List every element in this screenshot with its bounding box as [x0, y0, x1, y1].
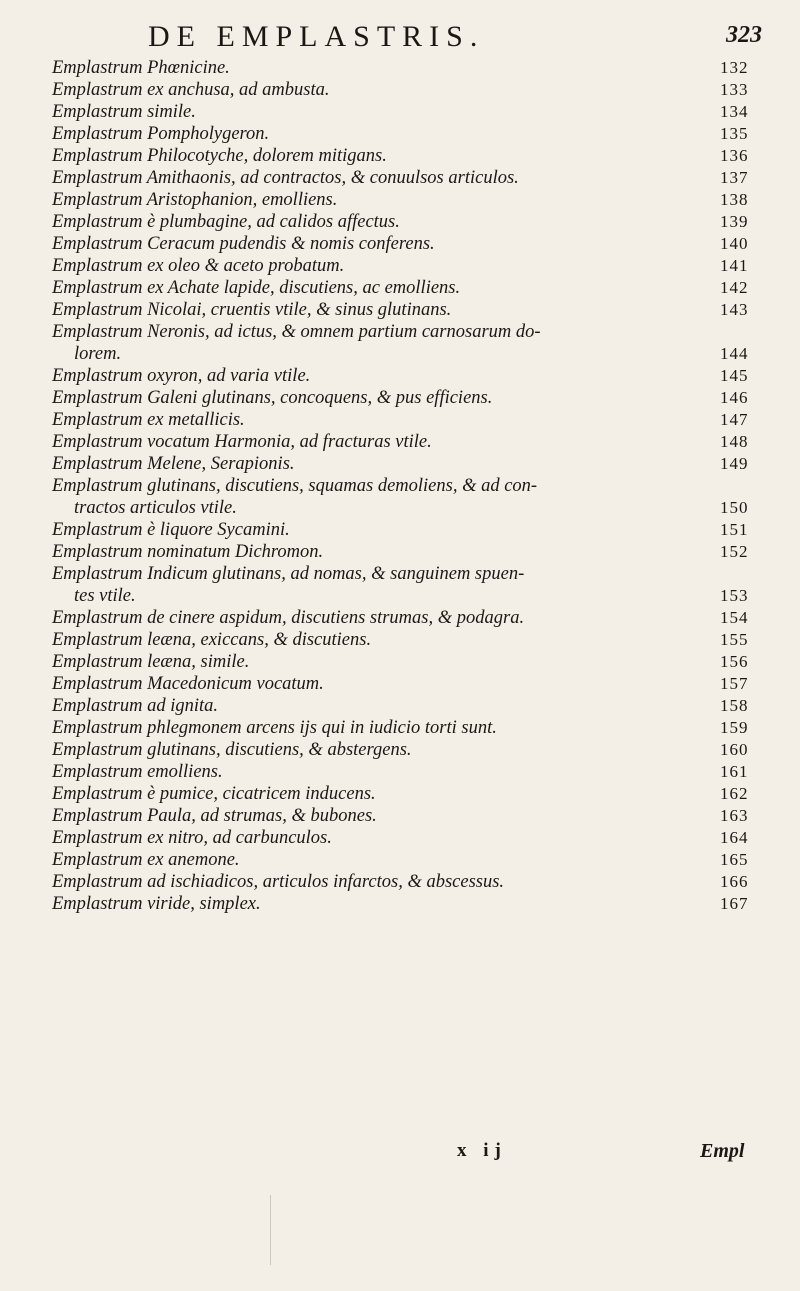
- entry-page-number: 147: [720, 410, 749, 429]
- index-entry: [52, 563, 772, 607]
- index-entry: [52, 761, 772, 783]
- entry-title: Emplastrum ex oleo & aceto probatum.: [52, 256, 345, 276]
- index-entry: [52, 475, 772, 519]
- entry-page-number: 138: [720, 190, 749, 209]
- index-entry: [52, 277, 772, 299]
- page-number: 323: [726, 22, 762, 48]
- entry-title-continuation: tractos articulos vtile.: [74, 498, 237, 518]
- entry-page-number: 153: [720, 586, 749, 605]
- entry-page-number: 143: [720, 300, 749, 319]
- entry-title: Emplastrum leæna, exiccans, & discutiens.: [52, 630, 372, 650]
- entry-title: Emplastrum Amithaonis, ad contractos, & conuulsos articulos.: [52, 168, 519, 188]
- entry-title: Emplastrum emolliens.: [52, 762, 223, 782]
- entry-title: Emplastrum ex Achate lapide, discutiens, ac emolliens.: [52, 278, 461, 298]
- entry-title: Emplastrum ex metallicis.: [52, 410, 245, 430]
- index-entry: [52, 101, 772, 123]
- index-entry: [52, 849, 772, 871]
- entry-page-number: 158: [720, 696, 749, 715]
- entry-page-number: 136: [720, 146, 749, 165]
- entry-title-continuation: lorem.: [74, 344, 122, 364]
- entry-title: Emplastrum glutinans, discutiens, & abstergens.: [52, 740, 412, 760]
- running-header: [0, 16, 800, 60]
- index-entry: [52, 57, 772, 79]
- entry-title: Emplastrum Phœnicine.: [52, 58, 230, 78]
- entry-page-number: 139: [720, 212, 749, 231]
- catchword: Empl: [700, 1140, 745, 1162]
- entry-page-number: 141: [720, 256, 749, 275]
- index-entry: [52, 233, 772, 255]
- entry-page-number: 132: [720, 58, 749, 77]
- entry-page-number: 167: [720, 894, 749, 913]
- entry-title: Emplastrum de cinere aspidum, discutiens strumas, & podagra.: [52, 608, 525, 628]
- index-entry: [52, 123, 772, 145]
- index-entry: [52, 607, 772, 629]
- entry-title: Emplastrum Aristophanion, emolliens.: [52, 190, 338, 210]
- entry-page-number: 156: [720, 652, 749, 671]
- entry-title: Emplastrum ad ischiadicos, articulos infarctos, & abscessus.: [52, 872, 505, 892]
- index-entry: [52, 255, 772, 277]
- entry-title: Emplastrum è liquore Sycamini.: [52, 520, 290, 540]
- index-entry: [52, 167, 772, 189]
- entry-title: Emplastrum simile.: [52, 102, 196, 122]
- entry-title: Emplastrum Paula, ad strumas, & bubones.: [52, 806, 377, 826]
- entry-title: Emplastrum vocatum Harmonia, ad fracturas vtile.: [52, 432, 432, 452]
- index-entry: [52, 211, 772, 233]
- entry-title: Emplastrum è plumbagine, ad calidos affectus.: [52, 212, 400, 232]
- index-entry: [52, 145, 772, 167]
- page-footer: [0, 1140, 800, 1170]
- index-entry: [52, 541, 772, 563]
- entry-page-number: 163: [720, 806, 749, 825]
- entry-page-number: 159: [720, 718, 749, 737]
- index-entry: [52, 299, 772, 321]
- index-entry: [52, 651, 772, 673]
- entry-title: Emplastrum Ceracum pudendis & nomis conferens.: [52, 234, 435, 254]
- entry-title: Emplastrum Pompholygeron.: [52, 124, 270, 144]
- index-entry: [52, 519, 772, 541]
- entry-page-number: 157: [720, 674, 749, 693]
- entry-title: Emplastrum Philocotyche, dolorem mitigans.: [52, 146, 387, 166]
- index-entry: [52, 431, 772, 453]
- index-entry: [52, 365, 772, 387]
- entry-page-number: 154: [720, 608, 749, 627]
- entry-title: Emplastrum è pumice, cicatricem inducens.: [52, 784, 376, 804]
- signature-mark: x ij: [457, 1140, 507, 1161]
- entry-page-number: 166: [720, 872, 749, 891]
- index-entry: [52, 321, 772, 365]
- entry-title: Emplastrum glutinans, discutiens, squamas demoliens, & ad con-: [52, 476, 538, 496]
- entry-title: Emplastrum leæna, simile.: [52, 652, 250, 672]
- entry-title-continuation: tes vtile.: [74, 586, 136, 606]
- entry-page-number: 134: [720, 102, 749, 121]
- entry-title: Emplastrum Nicolai, cruentis vtile, & sinus glutinans.: [52, 300, 452, 320]
- entry-title: Emplastrum Neronis, ad ictus, & omnem partium carnosarum do-: [52, 322, 541, 342]
- entry-page-number: 133: [720, 80, 749, 99]
- index-entry: [52, 189, 772, 211]
- index-entry: [52, 739, 772, 761]
- entry-title: Emplastrum ad ignita.: [52, 696, 218, 716]
- index-entry: [52, 717, 772, 739]
- entry-page-number: 146: [720, 388, 749, 407]
- running-title: DE EMPLASTRIS.: [148, 20, 485, 53]
- index-entry: [52, 629, 772, 651]
- index-entry: [52, 871, 772, 893]
- entry-page-number: 140: [720, 234, 749, 253]
- entry-title: Emplastrum ex anchusa, ad ambusta.: [52, 80, 330, 100]
- index-entry: [52, 387, 772, 409]
- entry-page-number: 152: [720, 542, 749, 561]
- index-entry: [52, 695, 772, 717]
- entry-page-number: 145: [720, 366, 749, 385]
- entry-title: Emplastrum ex nitro, ad carbunculos.: [52, 828, 332, 848]
- index-list: [52, 57, 772, 915]
- entry-page-number: 135: [720, 124, 749, 143]
- entry-page-number: 160: [720, 740, 749, 759]
- entry-title: Emplastrum oxyron, ad varia vtile.: [52, 366, 311, 386]
- index-entry: [52, 805, 772, 827]
- entry-title: Emplastrum Galeni glutinans, concoquens, & pus efficiens.: [52, 388, 493, 408]
- index-entry: [52, 783, 772, 805]
- entry-title: Emplastrum ex anemone.: [52, 850, 240, 870]
- entry-title: Emplastrum nominatum Dichromon.: [52, 542, 324, 562]
- entry-page-number: 142: [720, 278, 749, 297]
- paper-crease: [270, 1195, 271, 1265]
- entry-title: Emplastrum Macedonicum vocatum.: [52, 674, 324, 694]
- entry-title: Emplastrum Indicum glutinans, ad nomas, & sanguinem spuen-: [52, 564, 525, 584]
- index-entry: [52, 827, 772, 849]
- index-entry: [52, 893, 772, 915]
- entry-page-number: 162: [720, 784, 749, 803]
- entry-page-number: 148: [720, 432, 749, 451]
- entry-page-number: 137: [720, 168, 749, 187]
- index-entry: [52, 453, 772, 475]
- entry-page-number: 165: [720, 850, 749, 869]
- entry-page-number: 150: [720, 498, 749, 517]
- entry-page-number: 149: [720, 454, 749, 473]
- entry-page-number: 155: [720, 630, 749, 649]
- entry-title: Emplastrum viride, simplex.: [52, 894, 261, 914]
- entry-page-number: 161: [720, 762, 749, 781]
- entry-page-number: 164: [720, 828, 749, 847]
- entry-page-number: 144: [720, 344, 749, 363]
- index-entry: [52, 79, 772, 101]
- index-entry: [52, 673, 772, 695]
- entry-title: Emplastrum phlegmonem arcens ijs qui in iudicio torti sunt.: [52, 718, 497, 738]
- index-entry: [52, 409, 772, 431]
- entry-page-number: 151: [720, 520, 749, 539]
- entry-title: Emplastrum Melene, Serapionis.: [52, 454, 295, 474]
